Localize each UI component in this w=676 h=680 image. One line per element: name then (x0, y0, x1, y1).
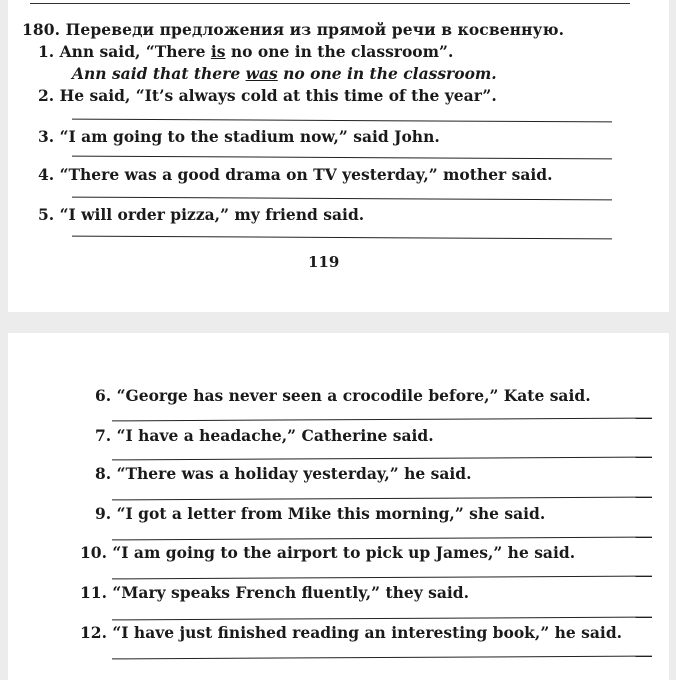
exercise-item-5: 5. “I will order pizza,” my friend said. (38, 205, 365, 224)
example-underlined-verb: was (245, 64, 278, 83)
exercise-item-9: 9. “I got a letter from Mike this morning,” she said. (95, 504, 546, 523)
answer-line-12[interactable] (112, 656, 652, 660)
exercise-item-2: 2. He said, “It’s always cold at this time of the year”. (38, 86, 497, 105)
answer-line-8[interactable] (112, 497, 652, 501)
answer-line-5[interactable] (72, 236, 612, 240)
exercise-item-6: 6. “George has never seen a crocodile before,” Kate said. (95, 386, 591, 405)
exercise-item-8: 8. “There was a holiday yesterday,” he said. (95, 464, 472, 483)
page-number: 119 (308, 253, 340, 271)
answer-line-3[interactable] (72, 156, 612, 160)
textbook-page-120 (8, 333, 669, 680)
textbook-page-119 (8, 0, 669, 312)
example-text-end: no one in the classroom. (277, 64, 497, 83)
example-answer (72, 64, 497, 83)
exercise-item-3: 3. “I am going to the stadium now,” said John. (38, 127, 440, 146)
item-1-text-end: no one in the classroom”. (225, 42, 454, 61)
answer-line-10[interactable] (112, 576, 652, 580)
exercise-item-10: 10. “I am going to the airport to pick up James,” he said. (80, 543, 576, 562)
answer-line-6[interactable] (112, 418, 652, 422)
top-rule (30, 3, 630, 4)
exercise-item-12: 12. “I have just finished reading an interesting book,” he said. (80, 623, 623, 642)
answer-line-4[interactable] (72, 197, 612, 201)
answer-line-2[interactable] (72, 119, 612, 123)
example-text-start: Ann said that there (72, 64, 246, 83)
answer-line-7[interactable] (112, 457, 652, 461)
answer-line-11[interactable] (112, 617, 652, 621)
item-1-text-start: 1. Ann said, “There (38, 42, 211, 61)
answer-line-9[interactable] (112, 537, 652, 541)
exercise-item-7: 7. “I have a headache,” Catherine said. (95, 426, 434, 445)
item-1-underlined-verb: is (210, 42, 226, 61)
exercise-title: 180. Переведи предложения из прямой речи в косвенную. (22, 20, 565, 39)
exercise-item-1 (38, 42, 453, 61)
exercise-item-11: 11. “Mary speaks French fluently,” they said. (80, 583, 470, 602)
exercise-item-4: 4. “There was a good drama on TV yesterday,” mother said. (38, 165, 553, 184)
